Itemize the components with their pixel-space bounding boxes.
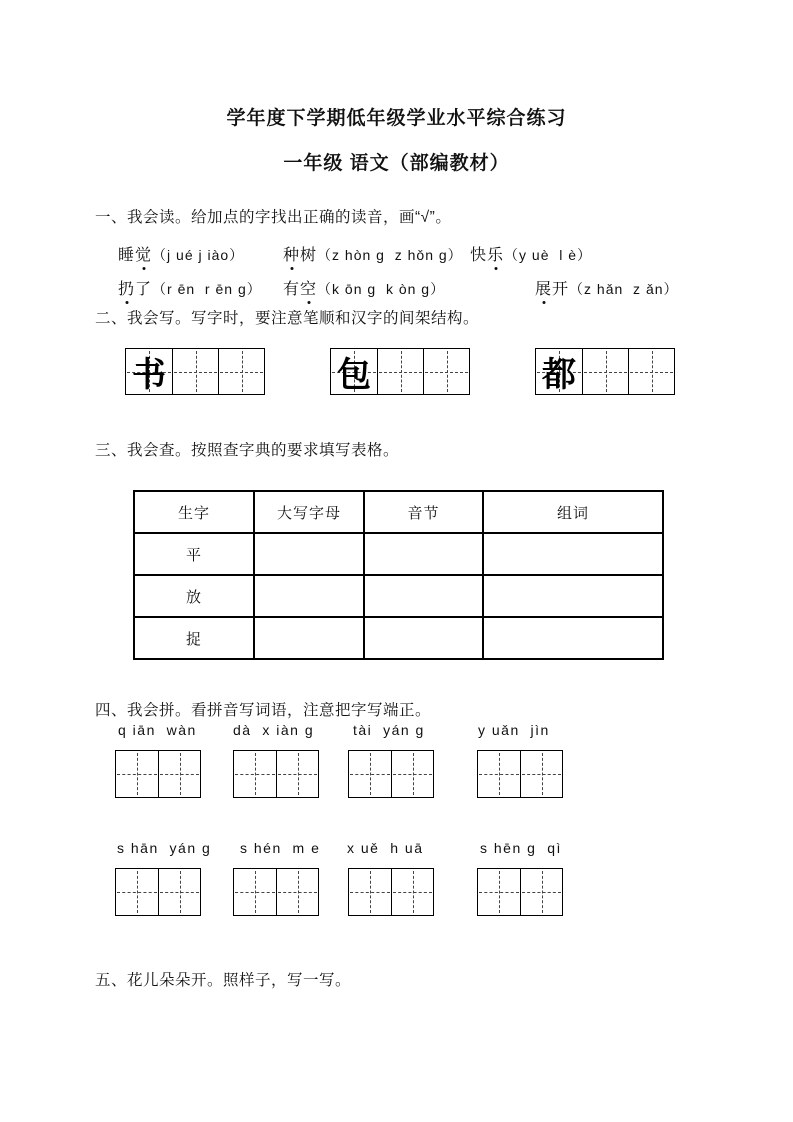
section5-heading: 五、花儿朵朵开。照样子，写一写。 [95, 972, 352, 989]
tian-cell-blank [276, 869, 318, 915]
pinyin-answer-grid [348, 868, 434, 916]
reading-word: 扔了 [118, 281, 152, 298]
cell-blank [364, 575, 483, 617]
tian-cell-blank [218, 349, 264, 394]
tian-cell-blank [349, 751, 391, 797]
cell-blank [364, 533, 483, 575]
pinyin-answer-grid [477, 868, 563, 916]
tian-cell-blank [520, 751, 562, 797]
section3-heading: 三、我会查。按照查字典的要求填写表格。 [95, 442, 400, 459]
writing-grid-dou [535, 348, 675, 395]
cell-blank [254, 575, 364, 617]
tian-cell-blank [377, 349, 423, 394]
pinyin-label: x uě h uā [347, 840, 424, 856]
cell-character: 放 [134, 575, 254, 617]
pinyin-label: s hēn g qì [480, 840, 562, 856]
reading-word: 快乐 [470, 247, 504, 264]
reading-pinyin: （j ué j iào） [152, 247, 245, 263]
reading-pinyin: （k ōn g k òn g） [317, 281, 446, 297]
pinyin-answer-grid [115, 868, 201, 916]
table-row [134, 533, 663, 575]
table-row [134, 575, 663, 617]
cell-blank [254, 617, 364, 659]
reading-pinyin: （z hǎn z ǎn） [569, 281, 679, 297]
cell-blank [483, 533, 663, 575]
tian-cell-blank [349, 869, 391, 915]
pinyin-label: s hén m e [240, 840, 321, 856]
tian-cell-blank [172, 349, 218, 394]
tian-cell-blank [234, 869, 276, 915]
pinyin-label: s hān yán g [117, 840, 212, 856]
reading-word: 睡觉 [118, 247, 152, 264]
tian-cell-blank [628, 349, 674, 394]
col-header-zuci: 组词 [483, 491, 663, 533]
page-subtitle: 一年级 语文（部编教材） [283, 153, 510, 174]
pinyin-answer-grid [233, 868, 319, 916]
cell-blank [254, 533, 364, 575]
writing-grid-shu [125, 348, 265, 395]
section1-heading: 一、我会读。给加点的字找出正确的读音，画“√”。 [95, 209, 452, 226]
cell-character: 平 [134, 533, 254, 575]
grid-character: 包 [337, 357, 371, 394]
reading-pinyin: （y uè l è） [504, 247, 593, 263]
writing-grid-bao [330, 348, 470, 395]
tian-cell-blank [116, 751, 158, 797]
reading-item-zhankai [535, 276, 679, 299]
reading-item-youkong [283, 276, 445, 299]
pinyin-label: dà x iàn g [233, 722, 315, 738]
col-header-shengzi: 生字 [134, 491, 254, 533]
section4-heading: 四、我会拼。看拼音写词语，注意把字写端正。 [95, 702, 432, 719]
cell-blank [483, 575, 663, 617]
tian-cell-blank [116, 869, 158, 915]
tian-cell-blank [520, 869, 562, 915]
reading-pinyin: （r ēn r ēn g） [152, 281, 262, 297]
pinyin-label: q iān wàn [118, 722, 197, 738]
table-row [134, 617, 663, 659]
pinyin-answer-grid [115, 750, 201, 798]
pinyin-label: y uǎn jìn [478, 722, 550, 738]
grid-character: 都 [542, 357, 576, 394]
tian-cell-blank [391, 751, 433, 797]
cell-character: 捉 [134, 617, 254, 659]
tian-cell [331, 349, 377, 394]
cell-blank [364, 617, 483, 659]
tian-cell-blank [478, 751, 520, 797]
tian-cell [126, 349, 172, 394]
grid-character: 书 [132, 357, 166, 394]
reading-item-rengle [118, 276, 262, 299]
reading-item-zhongshu [283, 242, 463, 265]
tian-cell-blank [158, 751, 200, 797]
pinyin-answer-grid [233, 750, 319, 798]
dictionary-table [133, 490, 664, 660]
col-header-yinjie: 音节 [364, 491, 483, 533]
reading-word: 展开 [535, 281, 569, 298]
pinyin-answer-grid [477, 750, 563, 798]
reading-word: 有空 [283, 281, 317, 298]
reading-word: 种树 [283, 247, 317, 264]
tian-cell-blank [582, 349, 628, 394]
tian-cell-blank [234, 751, 276, 797]
cell-blank [483, 617, 663, 659]
reading-pinyin: （z hòn g z hǒn g） [317, 247, 463, 263]
tian-cell-blank [478, 869, 520, 915]
col-header-daxiezimu: 大写字母 [254, 491, 364, 533]
tian-cell-blank [423, 349, 469, 394]
reading-item-shuijiao [118, 242, 244, 265]
tian-cell [536, 349, 582, 394]
reading-item-kuaile [470, 242, 592, 265]
pinyin-answer-grid [348, 750, 434, 798]
table-header-row [134, 491, 663, 533]
section2-heading: 二、我会写。写字时，要注意笔顺和汉字的间架结构。 [95, 310, 480, 327]
pinyin-label: tài yán g [353, 722, 425, 738]
tian-cell-blank [391, 869, 433, 915]
page-title: 学年度下学期低年级学业水平综合练习 [226, 108, 567, 129]
tian-cell-blank [276, 751, 318, 797]
tian-cell-blank [158, 869, 200, 915]
